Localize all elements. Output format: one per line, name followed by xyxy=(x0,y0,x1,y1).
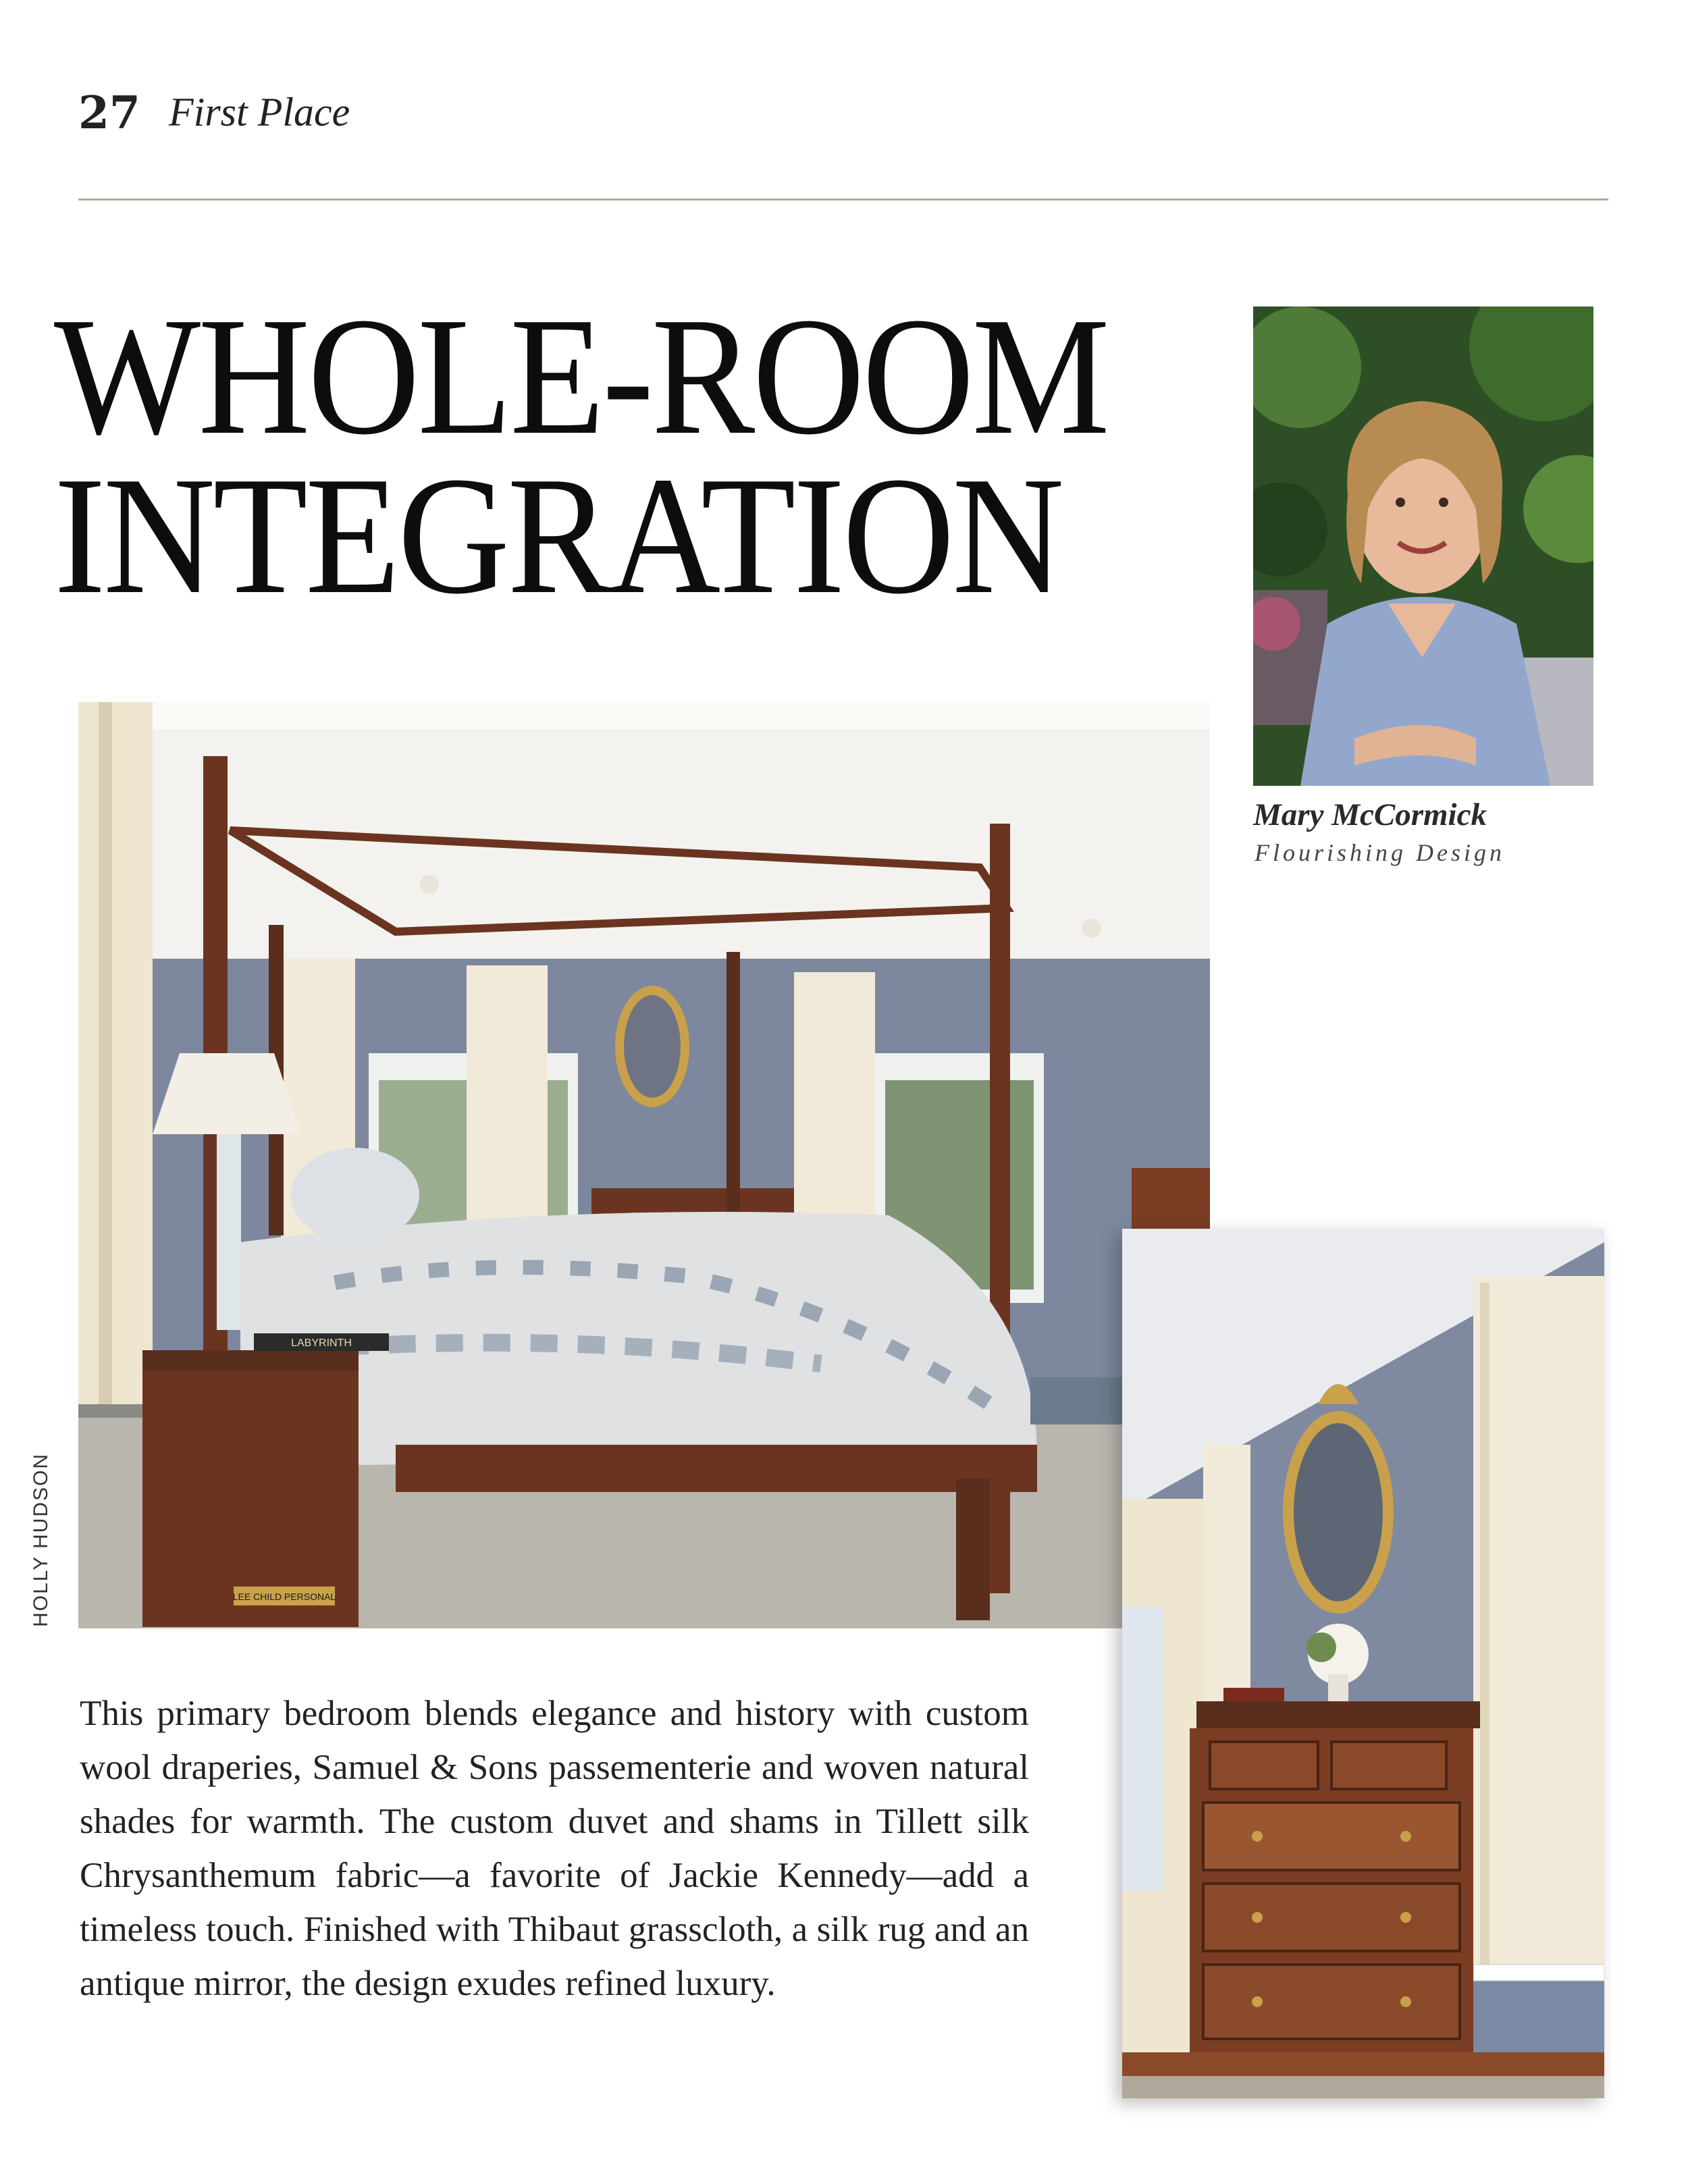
dresser-illustration xyxy=(1122,1229,1604,2098)
title-line-2: INTEGRATION xyxy=(54,442,1062,629)
portrait-illustration xyxy=(1253,307,1593,786)
bedroom-illustration xyxy=(78,702,1210,1628)
book-spine-2: LEE CHILD PERSONAL xyxy=(232,1591,336,1602)
page-number: 27 xyxy=(78,86,140,139)
title-line-1: WHOLE-ROOM xyxy=(54,283,1108,470)
article-title xyxy=(54,283,1122,629)
book-spine-1: LABYRINTH xyxy=(291,1337,352,1349)
article-body: This primary bedroom blends elegance and history with custom wool draperies, Samuel & Sons passementerie and woven natural shades for warmth. The custom duvet and shams in Tillett silk Chrysanthemum fabric—a favorite of Jackie Kennedy—add a timeless touch. Finished with Thibaut grasscloth, a silk rug and an antique mirror, the design exudes refined luxury. xyxy=(80,1694,1029,2003)
header-rule xyxy=(78,198,1608,201)
designer-portrait xyxy=(1253,307,1593,786)
designer-name: Mary McCormick xyxy=(1253,797,1487,832)
photo-credit: HOLLY HUDSON xyxy=(30,1453,52,1627)
section-title: First Place xyxy=(169,90,350,134)
designer-firm: Flourishing Design xyxy=(1255,839,1506,866)
dresser-photo xyxy=(1122,1229,1604,2098)
bedroom-photo xyxy=(78,702,1210,1628)
